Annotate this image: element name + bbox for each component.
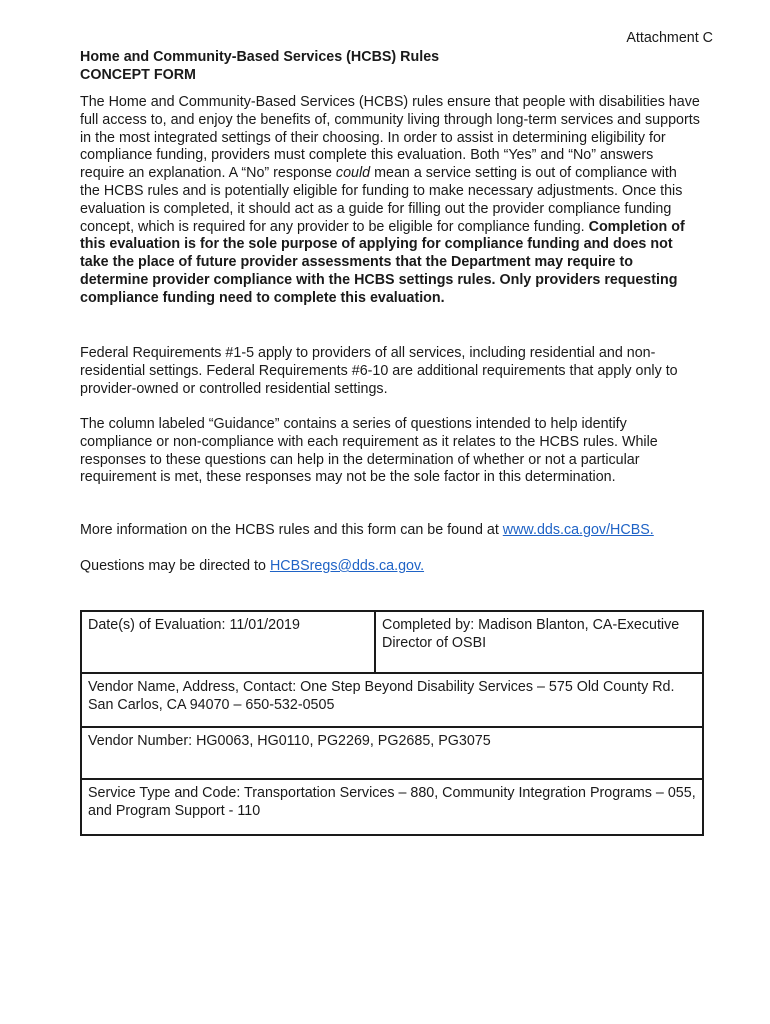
date-of-evaluation-cell: Date(s) of Evaluation: 11/01/2019: [81, 611, 375, 673]
evaluation-info-table: [80, 610, 704, 836]
table-row: [81, 673, 703, 727]
intro-text-a: The Home and Community-Based Services (HCBS) rules ensure that people with disabilities have full access to, and enjoy the benefits of, community living through long-term services and supports in the most integrated settings of their choosing. In order to assist in determining eligibility for compliance funding, providers must complete this evaluation. Both “Yes” and “No” answers require an explanation. A “No” response: [80, 94, 700, 182]
completed-by-cell: Completed by: Madison Blanton, CA-Executive Director of OSBI: [375, 611, 703, 673]
table-row: [81, 779, 703, 835]
table-row: [81, 611, 703, 673]
federal-requirements-paragraph: Federal Requirements #1-5 apply to providers of all services, including residential and non-residential settings. Federal Requirements #6-10 are additional requirements that apply only to provider-owned or controlled residential settings.: [80, 345, 678, 397]
more-info-paragraph: [80, 522, 700, 540]
table-row: [81, 727, 703, 779]
title-line-2: CONCEPT FORM: [80, 67, 196, 83]
vendor-number-cell: Vendor Number: HG0063, HG0110, PG2269, PG2685, PG3075: [81, 727, 703, 779]
hcbs-email-link[interactable]: HCBSregs@dds.ca.gov.: [269, 558, 425, 574]
form-title: [80, 48, 700, 84]
attachment-label: Attachment C: [626, 30, 713, 46]
intro-paragraph: [80, 94, 700, 308]
vendor-info-cell: Vendor Name, Address, Contact: One Step Beyond Disability Services – 575 Old County Rd. San Carlos, CA 94070 – 650-532-0505: [81, 673, 703, 727]
intro-text-b: mean a service setting is out of compliance with the HCBS rules and is potentially eligible for funding to make necessary adjustments. Once this evaluation is completed, it should act as a guide for filling out the provider compliance funding concept, which is required for any provider to be eligible for compliance funding.: [80, 165, 683, 235]
questions-text: Questions may be directed to: [80, 558, 270, 574]
intro-italic: could: [335, 165, 371, 182]
questions-paragraph: [80, 558, 700, 576]
title-line-1: Home and Community-Based Services (HCBS) Rules: [80, 49, 440, 65]
service-type-cell: Service Type and Code: Transportation Services – 880, Community Integration Programs – 055, and Program Support - 110: [81, 779, 703, 835]
more-info-text: More information on the HCBS rules and this form can be found at: [80, 522, 503, 538]
hcbs-website-link[interactable]: www.dds.ca.gov/HCBS.: [502, 522, 654, 538]
intro-bold: Completion of this evaluation is for the sole purpose of applying for compliance funding and does not take the place of future provider assessments that the Department may require to determine provider compliance with the HCBS settings rules. Only providers requesting compliance funding need to complete this evaluation.: [80, 218, 685, 306]
guidance-paragraph: The column labeled “Guidance” contains a series of questions intended to help identify compliance or non-compliance with each requirement as it relates to the HCBS rules. While responses to these questions can help in the determination of whether or not a particular requirement is met, these responses may not be the sole factor in this determination.: [80, 416, 658, 486]
